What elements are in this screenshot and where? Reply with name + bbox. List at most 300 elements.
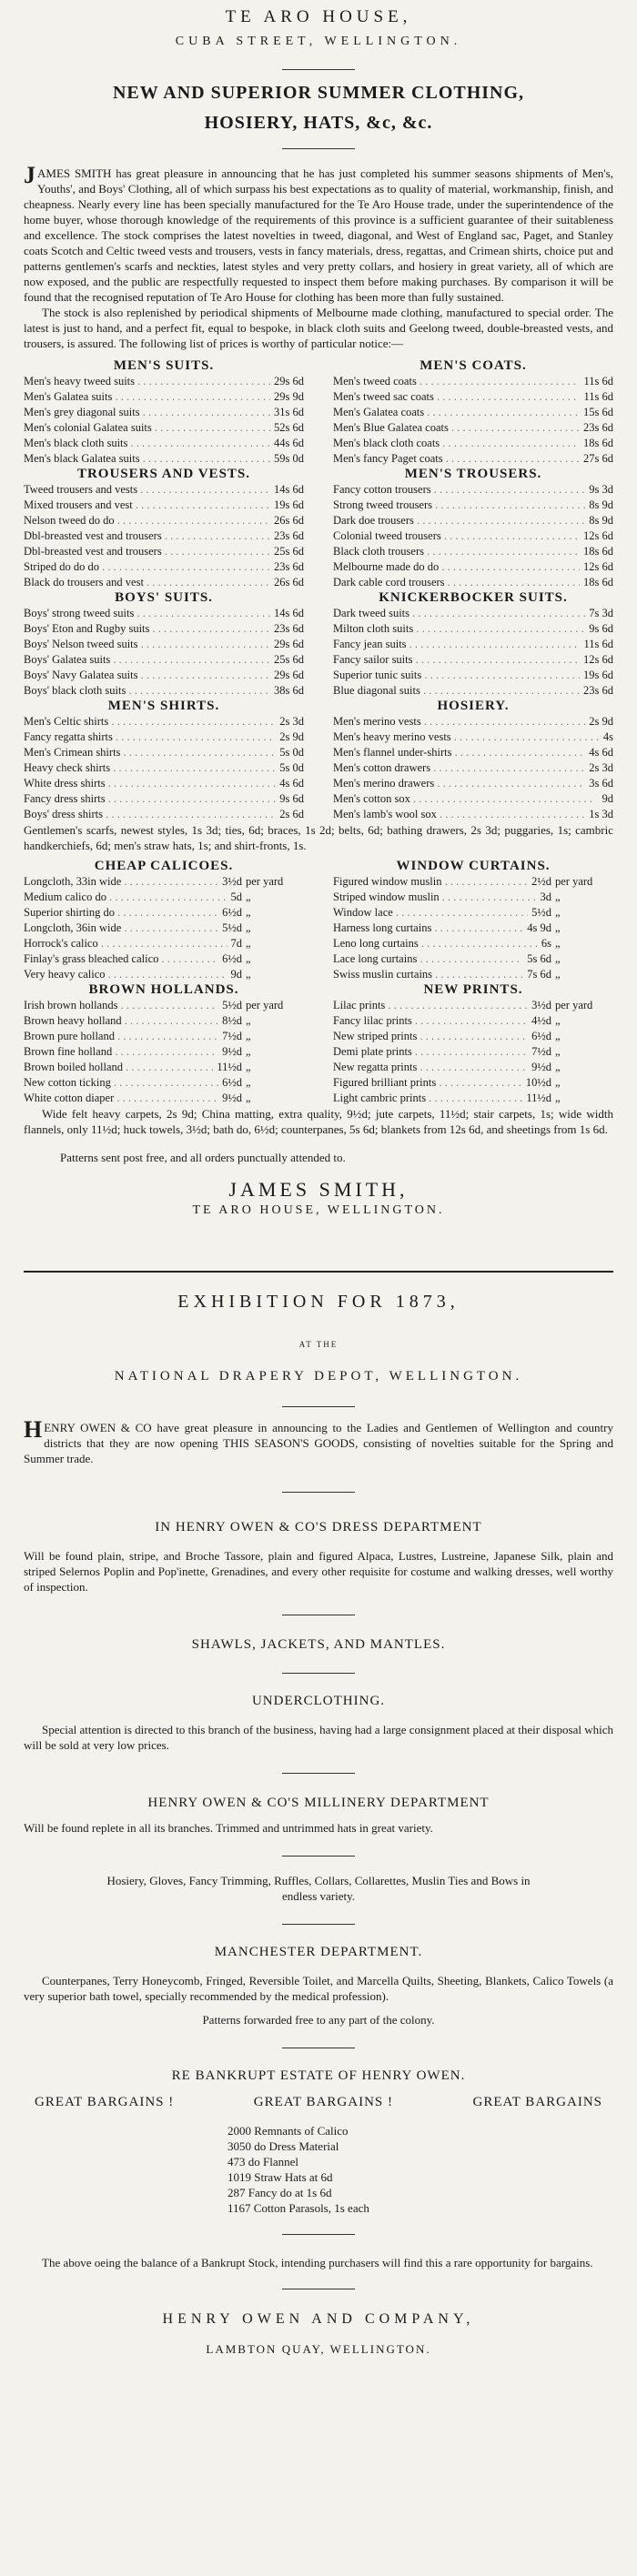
price-row	[333, 544, 613, 559]
item-price: 4s 9d	[527, 921, 551, 934]
item-price: 19s 6d	[583, 669, 613, 681]
patterns-forwarded: Patterns forwarded free to any part of the colony.	[202, 2013, 435, 2027]
price-row	[24, 745, 304, 760]
item-price: 6½d	[531, 1030, 551, 1042]
price-row	[333, 890, 613, 905]
price-row	[333, 1060, 613, 1075]
item-name: Men's Galatea coats . . .	[333, 405, 580, 420]
ad2-title: EXHIBITION FOR 1873,	[177, 1292, 460, 1312]
item-price: 1s 3d	[589, 808, 613, 820]
item-unit: „	[246, 891, 251, 903]
price-row	[24, 652, 304, 668]
price-row	[333, 405, 613, 420]
ad1-signature-place: TE ARO HOUSE, WELLINGTON.	[192, 1203, 445, 1217]
carpet-note: Wide felt heavy carpets, 2s 9d; China matting, extra quality, 9½d; jute carpets, 11½d; stair carpets, 1s; wide width flannels, only 11½d; huck towels, 3½d; bath do, 6½d; counterpanes, 5s 6d; blankets from 12s 6d, and sheetings from 1s 6d.	[24, 1107, 613, 1136]
item-name: Fancy sailor suits . . .	[333, 652, 580, 668]
item-name: Brown boiled holland . . .	[24, 1060, 213, 1075]
price-row	[24, 436, 304, 451]
bargain-item: 3050 do Dress Material	[228, 2139, 339, 2153]
item-name: Lilac prints . . .	[333, 998, 528, 1013]
item-price: 11½d	[217, 1061, 242, 1073]
price-row	[24, 451, 304, 467]
item-name: Irish brown hollands . . .	[24, 998, 218, 1013]
item-unit: „	[555, 1030, 561, 1042]
item-name: Light cambric prints . . .	[333, 1091, 522, 1106]
bargain-item: 2000 Remnants of Calico	[228, 2124, 349, 2138]
item-name: Dark tweed suits . . .	[333, 606, 585, 621]
item-price: 7½d	[531, 1045, 551, 1058]
item-unit: per yard	[246, 999, 284, 1011]
item-name: Men's Celtic shirts . . .	[24, 714, 276, 730]
price-row	[333, 714, 613, 730]
item-price: 11s 6d	[583, 375, 613, 387]
item-name: Fancy regatta shirts . . .	[24, 730, 276, 745]
price-row	[24, 544, 304, 559]
item-unit: „	[555, 906, 561, 919]
item-price: 9d	[602, 792, 613, 805]
price-section-title: BROWN HOLLANDS.	[88, 982, 239, 997]
price-row	[24, 1091, 304, 1106]
item-name: Lace long curtains . . .	[333, 951, 523, 967]
item-price: 11s 6d	[583, 390, 613, 403]
item-unit: „	[246, 1076, 251, 1089]
item-name: Fancy cotton trousers . . .	[333, 482, 585, 498]
item-unit: „	[555, 1014, 561, 1027]
price-section-title: KNICKERBOCKER SUITS.	[379, 590, 568, 605]
bargain-item: 473 do Flannel	[228, 2155, 298, 2168]
item-price: 18s 6d	[583, 576, 613, 589]
item-price: 11½d	[526, 1092, 551, 1104]
item-name: Men's grey diagonal suits . . .	[24, 405, 270, 420]
item-price: 10½d	[525, 1076, 551, 1089]
item-name: Men's cotton sox . . .	[333, 791, 599, 807]
item-price: 23s 6d	[274, 622, 304, 635]
item-price: 2s 6d	[279, 808, 304, 820]
item-name: Dark cable cord trousers . . .	[333, 575, 580, 590]
item-price: 8s 9d	[589, 514, 613, 527]
item-name: Men's merino drawers . . .	[333, 776, 585, 791]
item-price: 2s 3d	[279, 715, 304, 728]
item-price: 4s 6d	[279, 777, 304, 790]
price-row	[24, 1060, 304, 1075]
bargain-item: 1019 Straw Hats at 6d	[228, 2170, 333, 2184]
item-name: Figured window muslin . . .	[333, 874, 528, 890]
item-price: 5½d	[222, 921, 242, 934]
price-column-right	[333, 859, 613, 1106]
item-unit: „	[555, 921, 561, 934]
price-row	[24, 374, 304, 389]
divider	[282, 1924, 355, 1925]
item-name: Boys' strong tweed suits . . .	[24, 606, 270, 621]
item-price: 25s 6d	[274, 545, 304, 558]
item-name: White dress shirts . . .	[24, 776, 276, 791]
price-row	[333, 730, 613, 745]
item-price: 6½d	[222, 952, 242, 965]
divider	[282, 148, 355, 149]
item-price: 8s 9d	[589, 498, 613, 511]
millinery-title: HENRY OWEN & CO'S MILLINERY DEPARTMENT	[147, 1796, 490, 1810]
item-name: Mixed trousers and vest . . .	[24, 498, 270, 513]
item-price: 3½d	[222, 875, 242, 888]
price-section-title: WINDOW CURTAINS.	[396, 859, 551, 873]
item-price: 7s 3d	[589, 607, 613, 619]
price-row	[24, 575, 304, 590]
item-name: Heavy check shirts . . .	[24, 760, 276, 776]
bargains-row	[24, 2095, 613, 2110]
item-unit: „	[246, 1045, 251, 1058]
item-name: Harness long curtains . . .	[333, 921, 523, 936]
item-price: 11s 6d	[583, 638, 613, 650]
item-name: Black do trousers and vest . . .	[24, 575, 270, 590]
price-section-title: CHEAP CALICOES.	[94, 859, 234, 873]
item-name: Brown heavy holland . . .	[24, 1013, 218, 1029]
price-section-title: TROUSERS AND VESTS.	[76, 467, 251, 481]
price-row	[333, 498, 613, 513]
ad2-intro-text: ENRY OWEN & CO have great pleasure in announcing to the Ladies and Gentlemen of Wellington and country districts that they are now opening THIS SEASON'S GOODS, consisting of novelties suitable for the Spring and Summer trade.	[24, 1421, 613, 1465]
item-name: Tweed trousers and vests . . .	[24, 482, 270, 498]
item-price: 5½d	[222, 999, 242, 1011]
price-row	[24, 405, 304, 420]
price-row	[333, 998, 613, 1013]
price-row	[24, 559, 304, 575]
bargains-label: GREAT BARGAINS	[472, 2095, 602, 2109]
item-price: 23s 6d	[274, 529, 304, 542]
item-price: 2s 3d	[589, 761, 613, 774]
item-name: Men's heavy merino vests . . .	[333, 730, 600, 745]
price-row	[24, 890, 304, 905]
item-name: Men's black cloth coats . . .	[333, 436, 580, 451]
price-row	[333, 482, 613, 498]
item-price: 6½d	[222, 1076, 242, 1089]
item-name: Boys' dress shirts . . .	[24, 807, 276, 822]
item-price: 23s 6d	[583, 684, 613, 697]
item-name: Men's Crimean shirts . . .	[24, 745, 276, 760]
item-price: 6½d	[222, 906, 242, 919]
shawls-title: SHAWLS, JACKETS, AND MANTLES.	[191, 1637, 446, 1652]
drapery-price-list	[24, 859, 613, 1106]
divider	[282, 1856, 355, 1857]
divider	[282, 1673, 355, 1674]
divider	[282, 1492, 355, 1493]
price-row	[333, 874, 613, 890]
item-price: 18s 6d	[583, 545, 613, 558]
price-row	[333, 389, 613, 405]
price-row	[333, 436, 613, 451]
item-name: Boys' Nelson tweed suits . . .	[24, 637, 270, 652]
item-name: Fancy dress shirts . . .	[24, 791, 276, 807]
item-price: 27s 6d	[583, 452, 613, 465]
item-name: Men's Galatea suits . . .	[24, 389, 270, 405]
clothing-price-list	[24, 358, 613, 822]
price-row	[24, 420, 304, 436]
item-price: 29s 6d	[274, 669, 304, 681]
item-name: White cotton diaper . . .	[24, 1091, 218, 1106]
item-price: 8½d	[222, 1014, 242, 1027]
item-price: 9½d	[531, 1061, 551, 1073]
item-name: Dark doe trousers . . .	[333, 513, 585, 528]
price-row	[333, 936, 613, 951]
item-name: Colonial tweed trousers . . .	[333, 528, 580, 544]
item-unit: „	[555, 1076, 561, 1089]
price-section-title: MEN'S SHIRTS.	[107, 699, 220, 713]
item-price: 7s 6d	[527, 968, 551, 981]
item-price: 12s 6d	[583, 560, 613, 573]
bargains-label: GREAT BARGAINS !	[253, 2095, 393, 2109]
item-price: 44s 6d	[274, 437, 304, 449]
item-name: Strong tweed trousers . . .	[333, 498, 585, 513]
price-row	[333, 559, 613, 575]
item-price: 3s 6d	[589, 777, 613, 790]
price-row	[333, 760, 613, 776]
price-row	[24, 528, 304, 544]
item-price: 3½d	[531, 999, 551, 1011]
bargain-item: 287 Fancy do at 1s 6d	[228, 2186, 332, 2199]
item-price: 26s 6d	[274, 514, 304, 527]
underclothing-title: UNDERCLOTHING.	[251, 1694, 386, 1708]
item-name: Brown pure holland . . .	[24, 1029, 218, 1044]
item-unit: „	[246, 937, 251, 950]
item-name: Horrock's calico . . .	[24, 936, 228, 951]
item-price: 26s 6d	[274, 576, 304, 589]
item-unit: per yard	[555, 999, 593, 1011]
item-name: Boys' Eton and Rugby suits . . .	[24, 621, 270, 637]
item-price: 9s 6d	[589, 622, 613, 635]
price-section-title: MEN'S COATS.	[420, 358, 527, 373]
price-row	[24, 776, 304, 791]
ad2-depot: NATIONAL DRAPERY DEPOT, WELLINGTON.	[114, 1369, 523, 1384]
price-row	[333, 606, 613, 621]
item-price: 7d	[230, 937, 242, 950]
price-row	[24, 951, 304, 967]
item-price: 15s 6d	[583, 406, 613, 418]
price-row	[333, 791, 613, 807]
item-unit: „	[246, 906, 251, 919]
item-price: 23s 6d	[274, 560, 304, 573]
item-name: Men's tweed sac coats . . .	[333, 389, 580, 405]
price-row	[24, 668, 304, 683]
item-unit: „	[555, 1092, 561, 1104]
price-row	[333, 1029, 613, 1044]
price-row	[24, 1044, 304, 1060]
item-price: 52s 6d	[274, 421, 304, 434]
item-price: 9s 3d	[589, 483, 613, 496]
item-unit: „	[246, 1014, 251, 1027]
item-price: 4s 6d	[589, 746, 613, 759]
price-row	[24, 905, 304, 921]
manchester-title: MANCHESTER DEPARTMENT.	[214, 1945, 423, 1959]
price-row	[333, 1044, 613, 1060]
item-name: Leno long curtains . . .	[333, 936, 538, 951]
price-row	[333, 451, 613, 467]
item-unit: per yard	[555, 875, 593, 888]
advert-separator	[24, 1271, 613, 1273]
price-row	[333, 683, 613, 699]
item-price: 5s 0d	[279, 761, 304, 774]
dropcap: H	[24, 1416, 43, 1443]
price-row	[333, 513, 613, 528]
price-row	[24, 936, 304, 951]
item-unit: „	[246, 921, 251, 934]
item-name: Finlay's grass bleached calico . . .	[24, 951, 218, 967]
item-name: Medium calico do . . .	[24, 890, 228, 905]
item-name: Men's tweed coats . . .	[333, 374, 580, 389]
underclothing-text: Special attention is directed to this branch of the business, having had a large consignment placed at their disposal which will be sold at very low prices.	[24, 1723, 613, 1752]
item-name: Men's flannel under-shirts . . .	[333, 745, 585, 760]
price-section-title: NEW PRINTS.	[423, 982, 523, 997]
price-section-title: BOYS' SUITS.	[115, 590, 213, 605]
item-unit: „	[555, 891, 561, 903]
item-price: 14s 6d	[274, 483, 304, 496]
item-unit: „	[246, 968, 251, 981]
item-price: 2s 9d	[589, 715, 613, 728]
item-price: 2s 9d	[279, 730, 304, 743]
ad2-at-the: AT THE	[298, 1340, 339, 1349]
price-column-right	[333, 358, 613, 822]
item-price: 29s 9d	[274, 390, 304, 403]
divider	[282, 1773, 355, 1774]
item-price: 23s 6d	[583, 421, 613, 434]
item-price: 5s 6d	[527, 952, 551, 965]
price-column-left	[24, 859, 304, 1106]
divider	[282, 2234, 355, 2235]
item-price: 31s 6d	[274, 406, 304, 418]
item-price: 3d	[540, 891, 551, 903]
item-unit: „	[555, 1061, 561, 1073]
hosiery-gloves-text: Hosiery, Gloves, Fancy Trimming, Ruffles, Collars, Collarettes, Muslin Ties and Bows in endless variety.	[106, 1874, 531, 1903]
item-price: 19s 6d	[274, 498, 304, 511]
item-name: Black cloth trousers . . .	[333, 544, 580, 559]
price-row	[24, 1013, 304, 1029]
bargains-label: GREAT BARGAINS !	[35, 2095, 175, 2109]
price-row	[24, 513, 304, 528]
ad1-signature-name: JAMES SMITH,	[228, 1178, 409, 1201]
manchester-text: Counterpanes, Terry Honeycomb, Fringed, Reversible Toilet, and Marcella Quilts, Sheeting, Blankets, Calico Towels (a very superior bath towel, specially recommended by the medical profession).	[24, 1974, 613, 2003]
item-price: 14s 6d	[274, 607, 304, 619]
item-name: Swiss muslin curtains . . .	[333, 967, 523, 982]
price-row	[333, 575, 613, 590]
item-price: 12s 6d	[583, 529, 613, 542]
price-row	[24, 730, 304, 745]
item-price: 38s 6d	[274, 684, 304, 697]
price-row	[24, 498, 304, 513]
item-name: Superior shirting do . . .	[24, 905, 218, 921]
item-name: Men's Blue Galatea coats . . .	[333, 420, 580, 436]
item-name: New cotton ticking . . .	[24, 1075, 218, 1091]
ad1-title: TE ARO HOUSE,	[225, 7, 412, 26]
item-name: Men's lamb's wool sox . . .	[333, 807, 585, 822]
divider	[282, 69, 355, 70]
item-name: Boys' Navy Galatea suits . . .	[24, 668, 270, 683]
item-name: Fancy lilac prints . . .	[333, 1013, 528, 1029]
item-price: 6s	[541, 937, 551, 950]
item-price: 9d	[230, 968, 242, 981]
item-name: New striped prints . . .	[333, 1029, 528, 1044]
item-name: Fancy jean suits . . .	[333, 637, 580, 652]
price-section-title: MEN'S SUITS.	[113, 358, 215, 373]
price-row	[333, 807, 613, 822]
price-row	[333, 652, 613, 668]
item-name: Boys' black cloth suits . . .	[24, 683, 270, 699]
item-name: Brown fine holland . . .	[24, 1044, 218, 1060]
price-column-left	[24, 358, 304, 822]
price-row	[24, 621, 304, 637]
item-name: Men's cotton drawers . . .	[333, 760, 585, 776]
item-name: Dbl-breasted vest and trousers . . .	[24, 544, 270, 559]
item-unit: „	[246, 1061, 251, 1073]
item-name: Men's merino vests . . .	[333, 714, 585, 730]
ad2-intro	[24, 1416, 613, 1466]
item-name: Men's colonial Galatea suits . . .	[24, 420, 270, 436]
price-row	[24, 807, 304, 822]
item-price: 2½d	[531, 875, 551, 888]
price-row	[24, 637, 304, 652]
closing-text: The above oeing the balance of a Bankrupt Stock, intending purchasers will find this a rare opportunity for bargains.	[42, 2256, 593, 2269]
price-row	[24, 389, 304, 405]
item-price: 5½d	[531, 906, 551, 919]
item-unit: „	[555, 1045, 561, 1058]
bargain-list	[228, 2123, 410, 2216]
price-row	[333, 528, 613, 544]
ad2-signature-name: HENRY OWEN AND COMPANY,	[162, 2311, 475, 2327]
ad1-intro	[24, 162, 613, 305]
dress-dept-title: IN HENRY OWEN & CO'S DRESS DEPARTMENT	[155, 1520, 482, 1535]
item-name: Striped do do do . . .	[24, 559, 270, 575]
price-row	[24, 714, 304, 730]
price-row	[333, 621, 613, 637]
item-name: Superior tunic suits . . .	[333, 668, 580, 683]
item-name: Figured brilliant prints . . .	[333, 1075, 522, 1091]
item-price: 9½d	[222, 1092, 242, 1104]
millinery-text: Will be found replete in all its branches. Trimmed and untrimmed hats in great variety.	[24, 1821, 433, 1835]
price-row	[333, 905, 613, 921]
price-row	[24, 482, 304, 498]
item-price: 25s 6d	[274, 653, 304, 666]
ad2-signature-place: LAMBTON QUAY, WELLINGTON.	[206, 2342, 431, 2356]
bargain-item: 1167 Cotton Parasols, 1s each	[228, 2201, 369, 2215]
ad1-headline: NEW AND SUPERIOR SUMMER CLOTHING,	[112, 83, 525, 103]
te-aro-advert	[24, 7, 613, 1218]
dress-dept-text: Will be found plain, stripe, and Broche Tassore, plain and figured Alpaca, Lustres, Lustreine, Japanese Silk, plain and striped Selernos Poplin and Pop'inette, Grenadines, and every other requisite for costume and walking dresses, well worthy of inspection.	[24, 1549, 613, 1594]
price-row	[333, 967, 613, 982]
price-row	[333, 745, 613, 760]
item-name: Men's black cloth suits . . .	[24, 436, 270, 451]
item-unit: „	[555, 937, 561, 950]
price-row	[333, 668, 613, 683]
item-unit: „	[246, 1092, 251, 1104]
ad1-intro-text: AMES SMITH has great pleasure in announcing that he has just completed his summer seasons shipments of Men's, Youths', and Boys' Clothing, all of which surpass his best expectations as to quality of material, workmanship, finish, and cheapness. Nearly every line has been specially manufactured for the Te Aro House trade, under the superintendence of the home buyer, whose thorough knowledge of the requirements of this province is a sufficient guarantee of their suitableness and excellence. The stock comprises the latest novelties in tweed, diagonal, and West of England sac, Paget, and Stanley coats Scotch and Celtic tweed vests and trousers, vests in fancy materials, dress, regattas, and Crimean shirts, choice put and patterns gentlemen's scarfs and neckties, latest styles and very pretty collars, and hosiery in great variety, all of which are now exposed, and the public are respectfully requested to inspect them before making purchases. By comparison it will be found that the recognised reputation of Te Aro House for clothing has been more than fully sustained.	[24, 166, 613, 304]
hosiery-note: Gentlemen's scarfs, newest styles, 1s 3d; ties, 6d; braces, 1s 2d; belts, 6d; bathing drawers, 2s 3d; puggaries, 1s; cambric handkerchiefs, 6d; men's straw hats, 1s; and shirt-fronts, 1s.	[24, 823, 613, 852]
item-name: Boys' Galatea suits . . .	[24, 652, 270, 668]
item-price: 7½d	[222, 1030, 242, 1042]
item-price: 4s	[602, 730, 613, 743]
item-name: Window lace . . .	[333, 905, 528, 921]
item-price: 5s 0d	[279, 746, 304, 759]
dropcap: J	[24, 162, 35, 188]
item-name: Men's fancy Paget coats . . .	[333, 451, 580, 467]
price-section-title: HOSIERY.	[437, 699, 510, 713]
price-row	[24, 967, 304, 982]
price-row	[333, 1075, 613, 1091]
ad1-intro-2: The stock is also replenished by periodical shipments of Melbourne made clothing, manufactured to special order. The latest is just to hand, and a perfect fit, equal to bespoke, in black cloth suits and Geelong tweed, double-breasted vests, and trousers, is assured. The following list of prices is worthy of particular notice:—	[24, 306, 613, 350]
price-row	[24, 998, 304, 1013]
item-price: 59s 0d	[274, 452, 304, 465]
price-row	[24, 606, 304, 621]
price-section-title: MEN'S TROUSERS.	[404, 467, 542, 481]
item-price: 29s 6d	[274, 638, 304, 650]
item-name: Milton cloth suits . . .	[333, 621, 585, 637]
price-row	[333, 951, 613, 967]
ad1-subheadline: HOSIERY, HATS, &c, &c.	[204, 113, 433, 133]
